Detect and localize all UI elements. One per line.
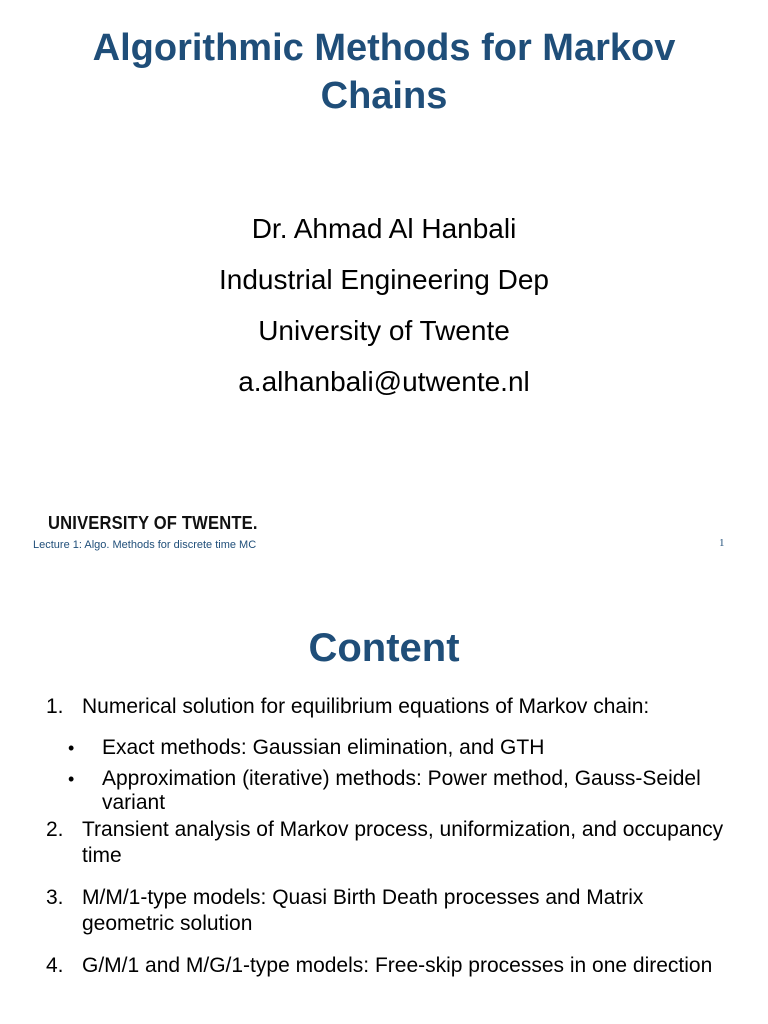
list-item-number: 4. bbox=[46, 954, 64, 977]
list-item-text: G/M/1 and M/G/1-type models: Free-skip processes in one direction bbox=[82, 954, 713, 977]
sub-item-text: Approximation (iterative) methods: Power method, Gauss-Seidel variant bbox=[102, 767, 701, 814]
list-item-text: Transient analysis of Markov process, uniformization, and occupancy time bbox=[82, 818, 724, 867]
page-number: 1 bbox=[719, 537, 725, 549]
slide2-title: Content bbox=[308, 626, 460, 670]
author-block bbox=[0, 203, 768, 407]
list-item-number: 1. bbox=[46, 695, 64, 718]
list-item-3 bbox=[46, 885, 726, 937]
content-list bbox=[46, 694, 726, 979]
email: a.alhanbali@utwente.nl bbox=[238, 366, 530, 397]
list-item-4 bbox=[46, 953, 726, 979]
author-name: Dr. Ahmad Al Hanbali bbox=[251, 213, 517, 244]
sub-list bbox=[66, 736, 726, 815]
list-item-number: 3. bbox=[46, 886, 64, 909]
footer-caption: Lecture 1: Algo. Methods for discrete time MC bbox=[33, 539, 257, 551]
department: Industrial Engineering Dep bbox=[219, 264, 549, 295]
slide1-title-line1: Algorithmic Methods for Markov bbox=[92, 27, 676, 69]
sub-item-text: Exact methods: Gaussian elimination, and GTH bbox=[102, 736, 545, 759]
sub-item-1 bbox=[66, 736, 726, 760]
list-item-1 bbox=[46, 694, 726, 815]
university-logo: UNIVERSITY OF TWENTE. bbox=[48, 513, 258, 533]
slide1-title bbox=[40, 24, 728, 120]
list-item-text: M/M/1-type models: Quasi Birth Death processes and Matrix geometric solution bbox=[82, 886, 644, 935]
sub-item-2 bbox=[66, 767, 726, 815]
list-item-2 bbox=[46, 817, 726, 869]
university: University of Twente bbox=[258, 315, 510, 346]
bullet-icon: • bbox=[68, 769, 75, 789]
bullet-icon: • bbox=[68, 738, 75, 758]
list-item-number: 2. bbox=[46, 818, 64, 841]
list-item-text: Numerical solution for equilibrium equations of Markov chain: bbox=[82, 695, 650, 718]
slide1-title-line2: Chains bbox=[320, 75, 448, 117]
